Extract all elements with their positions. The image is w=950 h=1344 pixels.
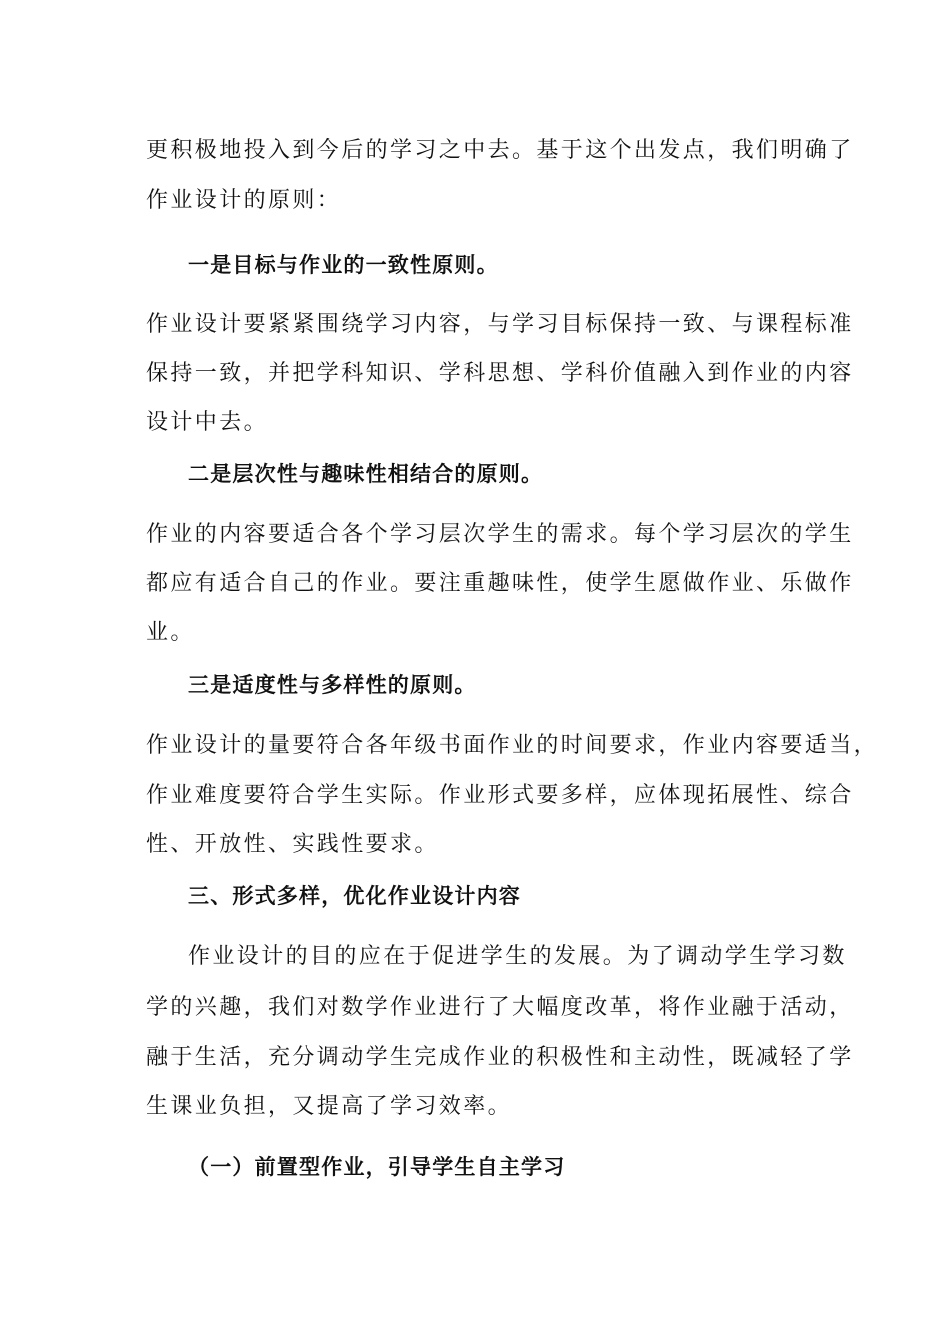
paragraph-line: 性、开放性、实践性要求。 xyxy=(146,832,439,857)
principle-heading-3: 三是适度性与多样性的原则。 xyxy=(188,673,477,697)
paragraph-line: 作业设计的量要符合各年级书面作业的时间要求，作业内容要适当， xyxy=(146,733,879,758)
paragraph-line: 作业设计的原则： xyxy=(146,188,342,213)
paragraph-line: 作业的内容要适合各个学习层次学生的需求。每个学习层次的学生 xyxy=(146,522,854,547)
principle-heading-1: 一是目标与作业的一致性原则。 xyxy=(188,253,499,277)
paragraph-line: 作业设计的目的应在于促进学生的发展。为了调动学生学习数 xyxy=(188,944,847,969)
paragraph-line: 学的兴趣，我们对数学作业进行了大幅度改革，将作业融于活动， xyxy=(146,995,854,1020)
paragraph-line: 作业难度要符合学生实际。作业形式要多样，应体现拓展性、综合 xyxy=(146,783,854,808)
paragraph-line: 保持一致，并把学科知识、学科思想、学科价值融入到作业的内容 xyxy=(146,361,854,386)
subsection-heading: （一）前置型作业，引导学生自主学习 xyxy=(188,1155,566,1179)
principle-heading-2: 二是层次性与趣味性相结合的原则。 xyxy=(188,462,544,486)
paragraph-line: 更积极地投入到今后的学习之中去。基于这个出发点，我们明确了 xyxy=(146,138,854,163)
paragraph-line: 生课业负担，又提高了学习效率。 xyxy=(146,1094,513,1119)
section-heading: 三、形式多样，优化作业设计内容 xyxy=(188,884,521,908)
paragraph-line: 作业设计要紧紧围绕学习内容，与学习目标保持一致、与课程标准 xyxy=(146,312,854,337)
paragraph-line: 融于生活，充分调动学生完成作业的积极性和主动性，既减轻了学 xyxy=(146,1045,854,1070)
paragraph-line: 都应有适合自己的作业。要注重趣味性，使学生愿做作业、乐做作 xyxy=(146,571,854,596)
paragraph-line: 设计中去。 xyxy=(146,410,269,435)
paragraph-line: 业。 xyxy=(146,620,195,645)
